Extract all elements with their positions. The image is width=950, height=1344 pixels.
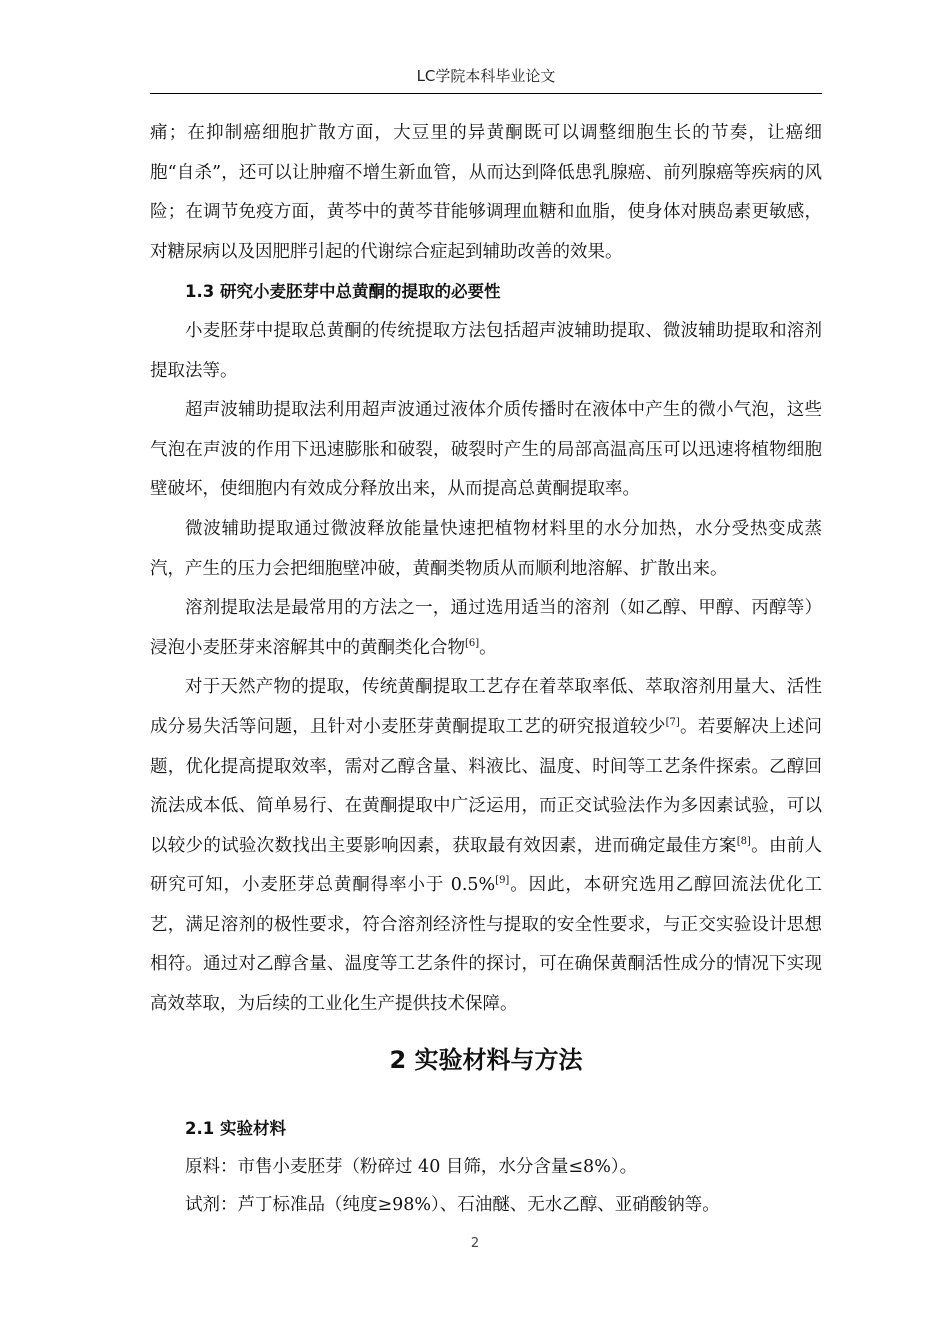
- running-header: LC学院本科毕业论文: [416, 67, 556, 85]
- paragraph-text: 。因此，本研究选用乙醇回流法优化工艺，满足溶剂的极性要求，符合溶剂经济性与提取的安全性要求，与正交实验设计思想相符。通过对乙醇含量、温度等工艺条件的探讨，可在确保黄酮活性成分的情况下实现高效萃取，为后续的工业化生产提供技术保障。: [150, 875, 822, 1015]
- paragraph-rationale: [150, 668, 822, 1024]
- paragraph-text: 。由前人研究可知，小麦胚芽总黄酮得率小于 0.5%: [150, 835, 823, 896]
- citation-ref: [6]: [465, 637, 480, 649]
- page-number: 2: [470, 1236, 480, 1251]
- paragraph-text: 溶剂提取法是最常用的方法之一，通过选用适当的溶剂（如乙醇、甲醇、丙醇等）浸泡小麦胚芽来溶解其中的黄酮类化合物: [150, 598, 822, 658]
- section-1-3: [150, 114, 822, 1025]
- citation-ref: [9]: [495, 875, 510, 887]
- carryover-paragraph: 痛；在抑制癌细胞扩散方面，大豆里的异黄酮既可以调整细胞生长的节奏，让癌细胞“自杀”，还可以让肿瘤不增生新血管，从而达到降低患乳腺癌、前列腺癌等疾病的风险；在调节免疫方面，黄芩中的黄芩苷能够调理血糖和血脂，使身体对胰岛素更敏感，对糖尿病以及因肥胖引起的代谢综合症起到辅助改善的效果。: [150, 123, 822, 262]
- paragraph-solvent: [150, 589, 822, 668]
- citation-ref: [8]: [736, 835, 751, 847]
- paragraph-ultrasonic: 超声波辅助提取法利用超声波通过液体介质传播时在液体中产生的微小气泡，这些气泡在声波的作用下迅速膨胀和破裂，破裂时产生的局部高温高压可以迅速将植物细胞壁破坏，使细胞内有效成分释放出来，从而提高总黄酮提取率。: [150, 400, 822, 500]
- paragraph-text: 。若要解决上述问题，优化提高提取效率，需对乙醇含量、料液比、温度、时间等工艺条件探索。乙醇回流法成本低、简单易行、在黄酮提取中广泛运用，而正交试验法作为多因素试验，可以以较少的试验次数找出主要影响因素，获取最有效因素，进而确定最佳方案: [150, 716, 822, 856]
- section-2-1: [150, 1110, 822, 1224]
- raw-material-line: 原料：市售小麦胚芽（粉碎过 40 目筛，水分含量≤8%）。: [185, 1157, 638, 1177]
- header-rule: [150, 93, 822, 94]
- section-heading-2-1: 2.1 实验材料: [185, 1119, 286, 1138]
- paragraph-text: 。: [479, 637, 497, 658]
- section-heading-1-3: 1.3 研究小麦胚芽中总黄酮的提取的必要性: [185, 282, 501, 302]
- paragraph-methods-overview: 小麦胚芽中提取总黄酮的传统提取方法包括超声波辅助提取、微波辅助提取和溶剂提取法等。: [150, 320, 822, 381]
- reagents-line: 试剂：芦丁标准品（纯度≥98%）、石油醚、无水乙醇、亚硝酸钠等。: [185, 1195, 720, 1215]
- citation-ref: [7]: [665, 717, 680, 729]
- paragraph-microwave: 微波辅助提取通过微波释放能量快速把植物材料里的水分加热，水分受热变成蒸汽，产生的压力会把细胞壁冲破，黄酮类物质从而顺利地溶解、扩散出来。: [150, 518, 822, 579]
- chapter-heading-2: 2 实验材料与方法: [389, 1046, 583, 1074]
- paragraph-text: 对于天然产物的提取，传统黄酮提取工艺存在着萃取率低、萃取溶剂用量大、活性成分易失活等问题，且针对小麦胚芽黄酮提取工艺的研究报道较少: [150, 677, 822, 737]
